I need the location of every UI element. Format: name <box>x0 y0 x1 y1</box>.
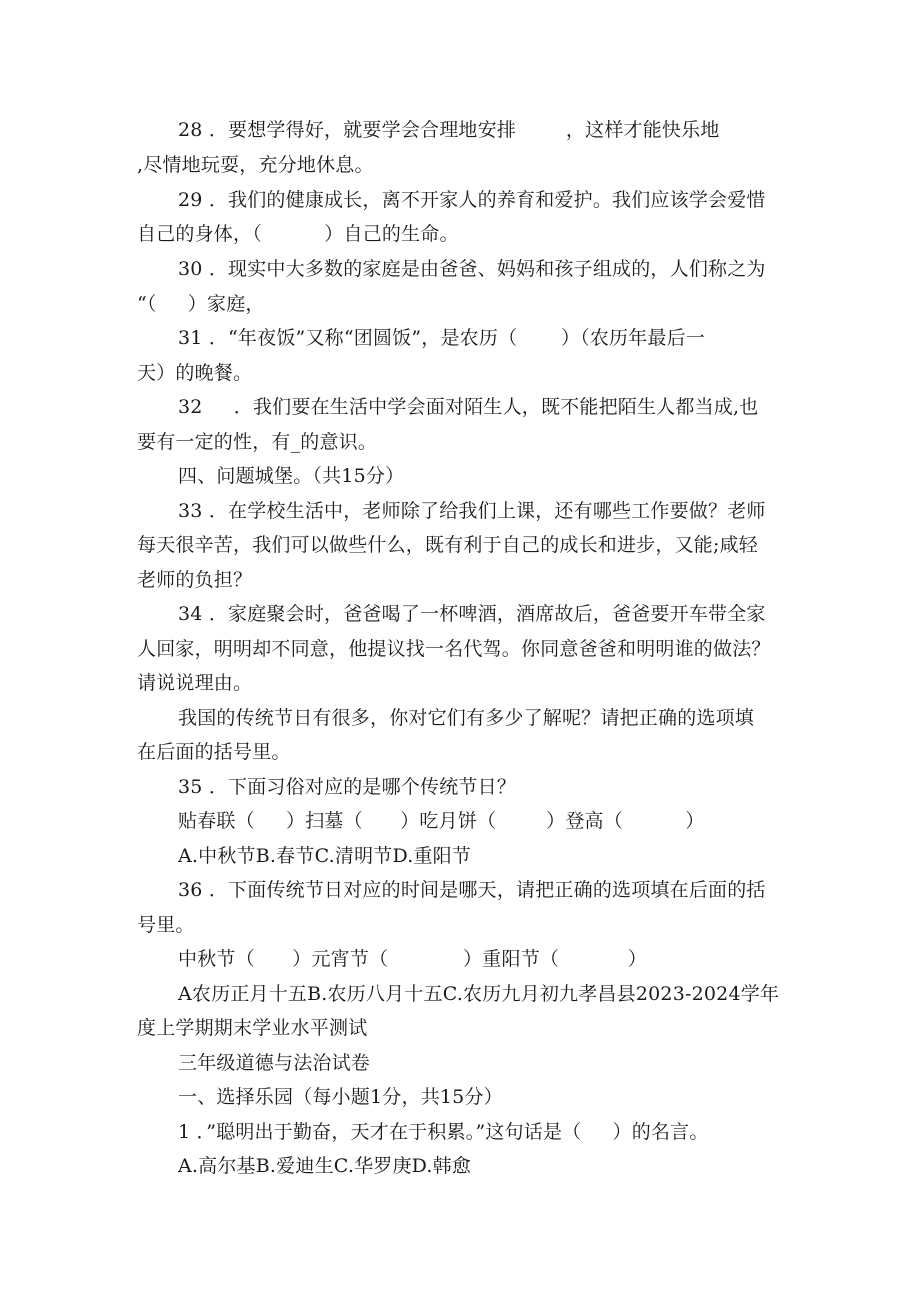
question-36-options-line-2: 度上学期期末学业水平测试 <box>137 1017 368 1039</box>
question-33-line-3: 老师的负担？ <box>137 569 253 591</box>
question-28-line-2: ,尽情地玩耍，充分地休息。 <box>137 154 374 176</box>
question-35: 35 ．下面习俗对应的是哪个传统节日？ <box>178 776 517 798</box>
question-34-line-1: 34 ．家庭聚会时，爸爸喝了一杯啤酒，酒席故后，爸爸要开车带全家 <box>178 603 766 625</box>
section-1-heading: 一、选择乐园（每小题1分，共15分） <box>178 1086 503 1108</box>
question-1-options: A.高尔基B.爱迪生C.华罗庚D.韩愈 <box>178 1155 472 1177</box>
question-29-line-2: 自己的身体，（ ）自己的生命。 <box>137 223 459 245</box>
festival-intro-line-2: 在后面的括号里。 <box>137 741 291 763</box>
festival-intro-line-1: 我国的传统节日有很多，你对它们有多少了解呢？请把正确的选项填 <box>178 707 755 729</box>
question-31-line-1: 31 ．“年夜饭”又称“团圆饭”，是农历（ ）（农历年最后一 <box>178 327 706 349</box>
question-31-line-2: 天）的晚餐。 <box>137 362 253 384</box>
question-33-line-1: 33 ．在学校生活中，老师除了给我们上课，还有哪些工作要做？老师 <box>178 500 766 522</box>
question-32-line-1: 32 ．我们要在生活中学会面对陌生人，既不能把陌生人都当成,也 <box>178 396 759 418</box>
question-33-line-2: 每天很辛苦，我们可以做些什么，既有利于自己的成长和进步，又能;咸轻 <box>137 534 759 556</box>
question-30-line-2: “（ ）家庭， <box>137 293 265 315</box>
question-28-line-1: 28 ．要想学得好，就要学会合理地安排 ，这样才能快乐地 <box>178 119 720 141</box>
question-36-line-2: 号里。 <box>137 914 195 936</box>
question-36-blanks: 中秋节（ ）元宵节（ ）重阳节（ ） <box>178 948 647 970</box>
question-1: 1 ．”聪明出于勤奋，天才在于积累。”这句话是（ ）的名言。 <box>178 1121 709 1143</box>
question-34-line-2: 人回家，明明却不同意，他提议找一名代驾。你同意爸爸和明明谁的做法？ <box>137 638 771 660</box>
section-4-heading: 四、问题城堡。（共15分） <box>178 465 405 487</box>
question-36-options-line-1: A农历正月十五B.农历八月十五C.农历九月初九孝昌县2023-2024学年 <box>178 983 780 1005</box>
exam-title: 三年级道德与法治试卷 <box>178 1052 371 1074</box>
question-34-line-3: 请说说理由。 <box>137 672 253 694</box>
question-29-line-1: 29 ．我们的健康成长，离不开家人的养育和爱护。我们应该学会爱惜 <box>178 189 766 211</box>
question-36-line-1: 36 ．下面传统节日对应的时间是哪天，请把正确的选项填在后面的括 <box>178 879 766 901</box>
question-35-options: A.中秋节B.春节C.清明节D.重阳节 <box>178 845 472 867</box>
question-35-blanks: 贴春联（ ）扫墓（ ）吃月饼（ ）登高（ ） <box>178 810 705 832</box>
question-32-line-2: 要有一定的性，有_的意识。 <box>137 431 378 453</box>
question-30-line-1: 30 ．现实中大多数的家庭是由爸爸、妈妈和孩子组成的，人们称之为 <box>178 258 766 280</box>
